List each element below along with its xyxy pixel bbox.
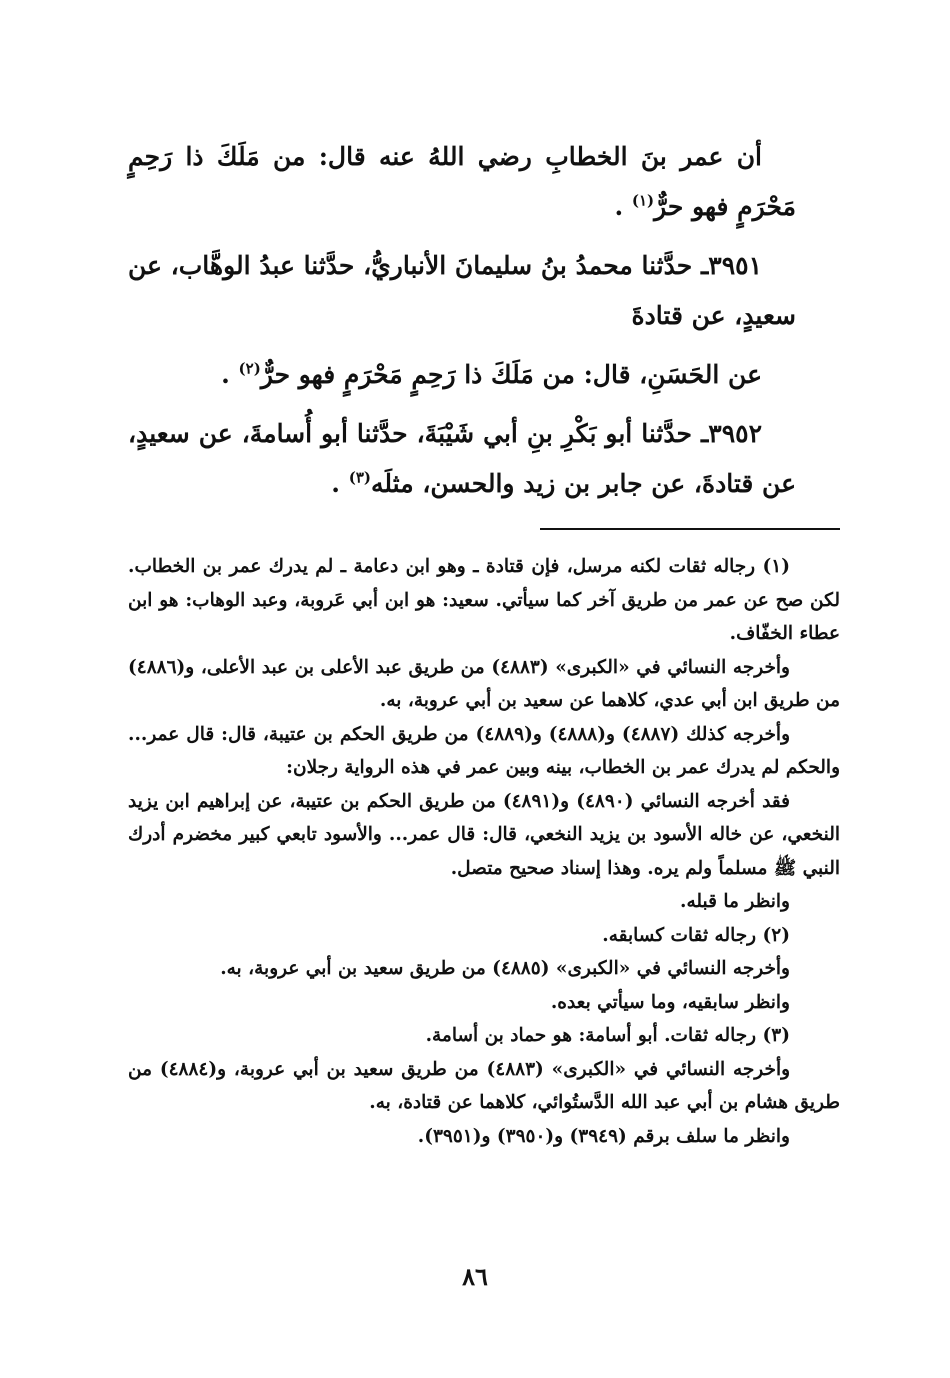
footnote-paragraph: وانظر ما سلف برقم (٣٩٤٩) و(٣٩٥٠) و(٣٩٥١). — [417, 1125, 790, 1147]
footnote-marker-3: (٣) — [348, 468, 371, 487]
sentence-end: . — [614, 192, 632, 221]
page-number: ٨٦ — [462, 1262, 488, 1291]
footnote-2: (٢) رجاله ثقات كسابقه. — [602, 924, 790, 946]
footnote-1: (١) رجاله ثقات لكنه مرسل، فإن قتادة ـ وهو ابن دعامة ـ لم يدرك عمر بن الخطاب. لكن صح عن عمر من طريق آخر كما سيأتي. سعيد: هو ابن أبي عَروبة، وعبد الوهاب: هو ابن عطاء الخفّاف. — [128, 556, 840, 644]
sentence-end: . — [221, 360, 239, 389]
hadith-3951-isnad — [128, 241, 796, 341]
hadith-ending-text: أن عمر بنَ الخطابِ رضي اللهُ عنه قال: من مَلَكَ ذا رَحِمٍ مَحْرَمٍ فهو حرٌّ — [128, 142, 796, 221]
hadith-ending-paragraph — [128, 132, 796, 232]
footnote-marker-1: (١) — [631, 191, 655, 210]
hadith-3951-matn-text: عن الحَسَنِ، قال: من مَلَكَ ذا رَحِمٍ مَحْرَمٍ فهو حرٌّ — [260, 360, 762, 389]
main-text — [128, 132, 796, 518]
footnote-paragraph: وأخرجه كذلك (٤٨٨٧) و(٤٨٨٨) و(٤٨٨٩) من طريق الحكم بن عتيبة، قال: قال عمر... والحكم لم يدرك عمر بن الخطاب، بينه وبين عمر في هذه الرواية رجلان: — [128, 723, 840, 778]
hadith-3951-isnad-text: ٣٩٥١ـ حدَّثنا محمدُ بنُ سليمانَ الأنباريُّ، حدَّثنا عبدُ الوهَّاب، عن سعيدٍ، عن قتادةَ — [128, 251, 796, 330]
footnotes — [128, 550, 840, 1153]
footnote-3: (٣) رجاله ثقات. أبو أسامة: هو حماد بن أسامة. — [425, 1025, 790, 1046]
footnote-paragraph: وانظر ما قبله. — [680, 891, 790, 912]
footnote-paragraph: وأخرجه النسائي في «الكبرى» (٤٨٨٣) من طريق سعيد بن أبي عروبة، و(٤٨٨٤) من طريق هشام بن أبي عبد الله الدَّستُوائي، كلاهما عن قتادة، به. — [128, 1058, 840, 1113]
footnote-paragraph: وأخرجه النسائي في «الكبرى» (٤٨٨٣) من طريق عبد الأعلى بن عبد الأعلى، و(٤٨٨٦) من طريق ابن أبي عدي، كلاهما عن سعيد بن أبي عروبة، به. — [128, 656, 840, 711]
hadith-3952 — [128, 409, 796, 509]
footnote-paragraph: وأخرجه النسائي في «الكبرى» (٤٨٨٥) من طريق سعيد بن أبي عروبة، به. — [220, 958, 790, 979]
hadith-3952-text: ٣٩٥٢ـ حدَّثنا أبو بَكْرِ بنِ أبي شَيْبَةَ، حدَّثنا أبو أُسامةَ، عن سعيدٍ، عن قتادةَ، عن جابر بن زيد والحسن، مثلَه — [128, 419, 796, 498]
footnote-separator — [540, 528, 840, 530]
footnote-paragraph: فقد أخرجه النسائي (٤٨٩٠) و(٤٨٩١) من طريق الحكم بن عتيبة، عن إبراهيم ابن يزيد النخعي، عن خاله الأسود بن يزيد النخعي، قال: قال عمر... والأسود تابعي كبير مخضرم أدرك النبي ﷺ مسلماً ولم يره. وهذا إسناد صحيح متصل. — [128, 790, 840, 879]
footnote-marker-2: (٢) — [238, 359, 261, 378]
footnote-paragraph: وانظر سابقيه، وما سيأتي بعده. — [550, 991, 790, 1013]
sentence-end: . — [331, 469, 349, 498]
hadith-3951-matn — [128, 350, 796, 400]
